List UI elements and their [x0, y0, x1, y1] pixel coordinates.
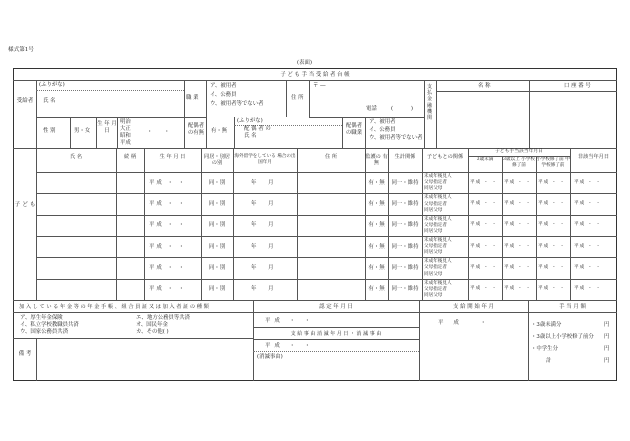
rule	[36, 338, 37, 381]
bank-name-header: 名 称	[478, 83, 491, 89]
child-count-date[interactable]: 平成 ・ ・	[470, 222, 498, 228]
child-count-date[interactable]: 平成 ・ ・	[574, 264, 602, 270]
rule	[286, 80, 287, 117]
rule	[419, 300, 420, 381]
spouse-job-2[interactable]: ウ、被用者等でない者	[369, 135, 423, 141]
child-custody[interactable]: 有・無	[368, 243, 385, 250]
rule	[253, 300, 254, 381]
child-name-field[interactable]	[36, 236, 116, 257]
child-count-date[interactable]: 平成 ・ ・	[504, 179, 532, 185]
rule	[436, 91, 617, 92]
child-name-field[interactable]	[36, 279, 116, 300]
rule	[309, 117, 424, 118]
rule	[365, 117, 366, 148]
child-relationship-option[interactable]: 同居父母	[424, 250, 443, 256]
header-livelihood: 生計関係	[394, 154, 416, 160]
rule	[206, 80, 207, 117]
child-livelihood[interactable]: 同一・維持	[391, 286, 419, 293]
rule	[36, 236, 617, 237]
account-header: 口 座 番 号	[564, 83, 591, 89]
child-name-field[interactable]	[36, 215, 116, 236]
child-birth[interactable]: 平成 ・ ・	[149, 264, 186, 271]
change-header: 支 給 事 由 消 滅 年 月 日 ・ 消 滅 事 由	[290, 331, 382, 337]
job-label: 職 業	[186, 95, 199, 101]
child-count-date[interactable]: 平成 ・ ・	[470, 179, 498, 185]
pension-item-4[interactable]: ウ、国家公務員共済	[20, 329, 69, 335]
child-count-date[interactable]: 平成 ・ ・	[470, 200, 498, 206]
pension-item-1[interactable]: エ、地方公務員等共済	[136, 315, 191, 321]
pension-item-3[interactable]: オ、国民年金	[136, 322, 168, 328]
notes-label: 備 考	[18, 351, 32, 357]
form-number: 様式第1号	[8, 47, 34, 53]
header-overseas: 海外留学をしている 場合の出国年月	[234, 154, 296, 165]
rule	[36, 193, 617, 194]
child-livelihood[interactable]: 同一・維持	[391, 179, 419, 186]
birth-label: 生 年 月 日	[97, 121, 117, 134]
start-header: 支 給 開 始 年 月	[453, 304, 494, 310]
child-overseas[interactable]: 年 月	[251, 243, 274, 250]
child-relationship-option[interactable]: 未成年後見人	[424, 216, 452, 222]
spouse-label: 配偶者 の有無	[187, 123, 205, 136]
header-relationship: 子どもとの関係	[426, 154, 464, 160]
yen-2: 円	[604, 346, 610, 352]
child-count-date[interactable]: 平成 ・ ・	[538, 222, 566, 228]
child-count-date[interactable]: 平成 ・ ・	[504, 222, 532, 228]
amount-header: 手 当 月 額	[559, 304, 586, 310]
spouse-furigana: (ふりがな)	[237, 118, 263, 124]
child-relationship-option[interactable]: 未成年後見人	[424, 237, 452, 243]
header-address: 住 所	[324, 154, 338, 160]
amount-item-2[interactable]: ・中学生分	[531, 346, 558, 352]
child-name-field[interactable]	[36, 257, 116, 278]
rule	[570, 148, 571, 300]
amount-item-3[interactable]: 計	[546, 358, 552, 364]
rule	[36, 117, 206, 118]
rule	[36, 279, 617, 280]
postal-label: 〒 ―	[313, 83, 326, 89]
child-name-field[interactable]	[36, 172, 116, 193]
child-count-date[interactable]: 平成 ・ ・	[538, 243, 566, 249]
child-relationship-option[interactable]: 父母指定者	[424, 265, 447, 271]
child-relationship-option[interactable]: 父母指定者	[424, 201, 447, 207]
rule	[422, 148, 423, 300]
pension-header: 加 入 し て い る 年 金 等 の 年 金 手 帳 、 組 合 員 証 又 は 加 入 者 証 の 種 類	[19, 304, 209, 310]
child-cohabit[interactable]: 同・別	[208, 179, 226, 186]
address-label: 住 所	[291, 95, 304, 101]
rule	[184, 80, 185, 117]
child-birth[interactable]: 平成 ・ ・	[149, 222, 186, 229]
child-count-date[interactable]: 平成 ・ ・	[504, 264, 532, 270]
era-1[interactable]: 大正	[120, 126, 131, 132]
start-value[interactable]: 平成 ・	[438, 320, 496, 326]
child-cohabit[interactable]: 同・別	[208, 222, 226, 229]
rule	[253, 351, 419, 352]
amount-item-0[interactable]: ・3歳未満分	[531, 322, 562, 328]
child-custody[interactable]: 有・無	[368, 179, 385, 186]
child-birth[interactable]: 平成 ・ ・	[149, 243, 186, 250]
child-relationship-option[interactable]: 同居父母	[424, 292, 443, 298]
change-reason: (消滅事由)	[257, 354, 283, 360]
child-overseas[interactable]: 年 月	[251, 286, 274, 293]
child-count-date[interactable]: 平成 ・ ・	[504, 200, 532, 206]
rule	[234, 117, 235, 148]
child-overseas[interactable]: 年 月	[251, 264, 274, 271]
child-count-date[interactable]: 平成 ・ ・	[538, 200, 566, 206]
rule	[253, 339, 419, 340]
child-cohabit[interactable]: 同・別	[208, 286, 226, 293]
pension-item-5[interactable]: カ、その他( )	[136, 329, 169, 335]
cert-value[interactable]: 平成 ・ ・	[265, 318, 314, 324]
child-count-date[interactable]: 平成 ・ ・	[538, 264, 566, 270]
child-relationship-option[interactable]: 父母指定者	[424, 180, 447, 186]
child-relationship-option[interactable]: 同居父母	[424, 271, 443, 277]
spouse-job-0[interactable]: ア、被用者	[369, 119, 396, 125]
rule	[70, 117, 71, 148]
header-custody: 監護の 有 無	[365, 154, 388, 166]
rule	[117, 117, 118, 148]
child-count-date[interactable]: 平成 ・ ・	[574, 286, 602, 292]
notes-field[interactable]	[38, 340, 250, 378]
rule	[468, 156, 570, 157]
rule	[297, 148, 298, 300]
side-label: (表面)	[297, 60, 312, 66]
child-relationship-option[interactable]: 同居父母	[424, 229, 443, 234]
rule	[13, 312, 617, 313]
pension-item-2[interactable]: イ、私立学校教職員共済	[20, 322, 79, 328]
header-name: 氏 名	[69, 154, 83, 160]
spouse-job-1[interactable]: イ、公務員	[369, 127, 396, 133]
child-relationship-option[interactable]: 未成年後見人	[424, 280, 452, 286]
child-livelihood[interactable]: 同一・維持	[391, 200, 419, 207]
child-custody[interactable]: 有・無	[368, 286, 385, 293]
child-count-date[interactable]: 平成 ・ ・	[504, 243, 532, 249]
child-relationship-option[interactable]: 同居父母	[424, 186, 443, 192]
rule	[36, 215, 617, 216]
child-relationship-option[interactable]: 未成年後見人	[424, 195, 452, 201]
rule	[206, 117, 207, 148]
child-livelihood[interactable]: 同一・維持	[391, 264, 419, 271]
phone-paren: ( )	[391, 106, 421, 112]
child-count-date[interactable]: 平成 ・ ・	[574, 222, 602, 228]
child-count-date[interactable]: 平成 ・ ・	[538, 286, 566, 292]
header-birth: 生 年 月 日	[159, 154, 186, 160]
furigana-label: (ふりがな)	[39, 82, 65, 88]
gender-label: 性 別	[43, 128, 56, 134]
era-2[interactable]: 昭和	[120, 133, 131, 139]
child-custody[interactable]: 有・無	[368, 264, 385, 271]
birth-date[interactable]: ・ ・	[147, 129, 175, 135]
child-relationship-option[interactable]: 同居父母	[424, 207, 443, 213]
rule	[253, 327, 419, 328]
spouse-name-label: 配 偶 者 の 氏 名	[244, 126, 271, 139]
yen-3: 円	[604, 358, 610, 364]
child-custody[interactable]: 有・無	[368, 200, 385, 207]
job-option-2[interactable]: ウ、被用者等でない者	[210, 101, 264, 107]
child-overseas[interactable]: 年 月	[251, 200, 274, 207]
pension-item-0[interactable]: ア、厚生年金保険	[20, 315, 63, 321]
header-relation: 続 柄	[123, 154, 137, 160]
bank-label: 支払金融機関	[426, 84, 432, 122]
spouse-job-label: 配偶者 の職業	[345, 123, 363, 136]
child-cohabit[interactable]: 同・別	[208, 243, 226, 250]
job-option-1[interactable]: イ、公務員	[210, 92, 237, 98]
child-relationship-option[interactable]: 父母指定者	[424, 286, 447, 292]
header-age3-to-elem: 3歳以上 小学校修了前	[503, 157, 535, 168]
child-relationship-option[interactable]: 父母指定者	[424, 222, 447, 228]
child-relationship-option[interactable]: 父母指定者	[424, 244, 447, 250]
yen-1: 円	[604, 334, 610, 340]
child-count-date[interactable]: 平成 ・ ・	[470, 286, 498, 292]
child-overseas[interactable]: 年 月	[251, 179, 274, 186]
rule	[424, 80, 425, 148]
header-cohabit: 同居・別居 の別	[204, 154, 230, 166]
header-count-group: 子ども手当該当年月日	[495, 149, 543, 154]
child-count-date[interactable]: 平成 ・ ・	[574, 243, 602, 249]
child-livelihood[interactable]: 同一・維持	[391, 222, 419, 229]
name-label: 氏 名	[43, 98, 56, 104]
child-name-field[interactable]	[36, 193, 116, 214]
rule	[36, 257, 617, 258]
rule	[468, 148, 469, 300]
phone-label: 電話	[366, 106, 377, 112]
rule	[13, 338, 253, 339]
header-middle: 小学校修了前 中学校修了前	[536, 157, 570, 168]
recipient-label: 受給者	[16, 98, 34, 104]
rule	[233, 148, 234, 300]
spouse-value[interactable]: 有・無	[211, 128, 228, 134]
child-custody[interactable]: 有・無	[368, 222, 385, 229]
rule	[36, 172, 617, 173]
child-overseas[interactable]: 年 月	[251, 222, 274, 229]
job-option-0[interactable]: ア、被用者	[210, 83, 237, 89]
gender-value[interactable]: 男・女	[74, 128, 91, 134]
rule	[309, 80, 310, 117]
child-count-date[interactable]: 平成 ・ ・	[574, 200, 602, 206]
child-birth[interactable]: 平成 ・ ・	[149, 179, 186, 186]
header-nonqual: 非該当年月日	[577, 154, 610, 160]
rule	[13, 80, 617, 81]
child-relationship-option[interactable]: 未成年後見人	[424, 259, 452, 265]
change-value[interactable]: 平成 ・ ・	[265, 343, 314, 349]
yen-0: 円	[604, 322, 610, 328]
rule	[144, 148, 145, 300]
header-under3: 3歳未満	[476, 157, 494, 162]
child-count-date[interactable]: 平成 ・ ・	[538, 179, 566, 185]
child-cohabit[interactable]: 同・別	[208, 264, 226, 271]
child-count-date[interactable]: 平成 ・ ・	[470, 243, 498, 249]
child-birth[interactable]: 平成 ・ ・	[149, 286, 186, 293]
rule	[528, 300, 529, 381]
cert-header: 認 定 年 月 日	[319, 304, 353, 310]
era-0[interactable]: 明治	[120, 119, 131, 125]
rule	[13, 300, 617, 301]
name-field[interactable]	[68, 91, 180, 107]
child-birth[interactable]: 平成 ・ ・	[149, 200, 186, 207]
children-label: 子 ど も	[14, 202, 36, 208]
era-3[interactable]: 平成	[120, 140, 131, 146]
child-relationship-option[interactable]: 未成年後見人	[424, 174, 452, 179]
amount-item-1[interactable]: ・3歳以上小学校修了前分	[531, 334, 594, 340]
form-title: 子 ど も 手 当 受 給 者 台 帳	[280, 72, 350, 78]
child-cohabit[interactable]: 同・別	[208, 200, 226, 207]
child-count-date[interactable]: 平成 ・ ・	[504, 286, 532, 292]
child-count-date[interactable]: 平成 ・ ・	[470, 264, 498, 270]
rule	[529, 80, 530, 148]
rule	[116, 148, 117, 300]
child-count-date[interactable]: 平成 ・ ・	[574, 179, 602, 185]
child-livelihood[interactable]: 同一・維持	[391, 243, 419, 250]
